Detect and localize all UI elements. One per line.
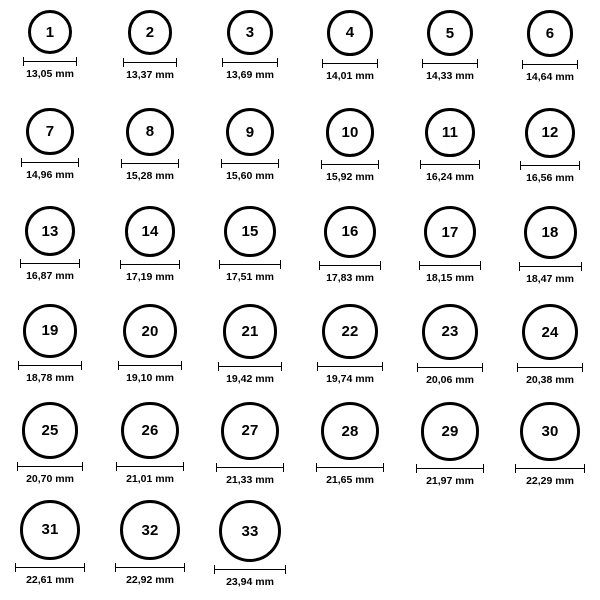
ring-size-cell xyxy=(400,398,500,496)
ring-circle xyxy=(324,206,376,258)
measure-bar xyxy=(20,259,80,268)
ring-size-cell xyxy=(100,104,200,202)
ring-size-label: 15 xyxy=(241,223,259,241)
measure-tick-left xyxy=(115,563,116,572)
ring-circle xyxy=(28,10,72,54)
measure-bar xyxy=(115,563,185,572)
ring-size-cell xyxy=(400,202,500,300)
ring-size-cell xyxy=(0,300,100,398)
ring-size-label: 18 xyxy=(541,224,559,241)
measure-tick-right xyxy=(577,60,578,69)
ring-circle xyxy=(525,108,575,158)
ring-size-cell xyxy=(300,104,400,202)
measure-tick-left xyxy=(417,363,418,372)
ring-size-label: 27 xyxy=(241,422,259,440)
measure-tick-right xyxy=(179,260,180,269)
measure-tick-left xyxy=(319,261,320,270)
measure-tick-left xyxy=(419,261,420,270)
measure-tick-right xyxy=(181,361,182,370)
measure-bar xyxy=(121,159,179,168)
ring-size-cell xyxy=(500,104,600,202)
measure-tick-right xyxy=(383,463,384,472)
measure-tick-right xyxy=(283,463,284,472)
measure-line xyxy=(20,263,80,264)
ring-size-label: 10 xyxy=(341,123,359,141)
measure-tick-left xyxy=(219,260,220,269)
measure-line xyxy=(222,62,277,63)
ring-size-label: 21 xyxy=(241,322,259,340)
diameter-label: 16,87 mm xyxy=(26,270,74,283)
measure-tick-left xyxy=(321,160,322,169)
measure-tick-right xyxy=(82,462,83,471)
measure-line xyxy=(322,63,378,64)
measure-tick-right xyxy=(76,57,77,66)
ring-size-cell xyxy=(400,6,500,104)
diameter-label: 21,33 mm xyxy=(226,473,274,486)
ring-circle xyxy=(23,304,77,358)
measure-line xyxy=(517,367,583,368)
ring-size-label: 2 xyxy=(145,23,155,41)
diameter-label: 14,96 mm xyxy=(26,169,74,182)
measure-bar xyxy=(15,563,85,572)
ring-circle xyxy=(522,304,578,360)
ring-size-cell xyxy=(200,300,300,398)
ring-size-cell xyxy=(0,398,100,496)
measure-bar xyxy=(123,58,178,67)
measure-tick-left xyxy=(120,260,121,269)
measure-line xyxy=(317,366,382,367)
measure-bar xyxy=(216,463,284,472)
ring-circle xyxy=(527,10,574,57)
measure-tick-left xyxy=(21,158,22,167)
measure-tick-left xyxy=(18,361,19,370)
ring-size-cell xyxy=(0,202,100,300)
measure-bar xyxy=(319,261,381,270)
diameter-label: 20,06 mm xyxy=(426,373,474,386)
ring-circle xyxy=(221,402,279,460)
measure-line xyxy=(316,467,384,468)
measure-bar xyxy=(417,363,483,372)
ring-size-label: 9 xyxy=(245,123,255,141)
ring-size-cell xyxy=(0,496,100,594)
measure-tick-right xyxy=(482,363,483,372)
measure-bar xyxy=(23,57,77,66)
diameter-label: 23,94 mm xyxy=(226,576,274,588)
measure-line xyxy=(319,265,381,266)
measure-bar xyxy=(522,60,579,69)
ring-size-label: 12 xyxy=(541,124,559,142)
ring-size-label: 32 xyxy=(141,521,159,539)
measure-tick-left xyxy=(17,462,18,471)
ring-circle xyxy=(226,108,274,156)
ring-size-label: 13 xyxy=(41,222,59,240)
measure-tick-right xyxy=(483,464,484,473)
ring-circle xyxy=(322,304,377,359)
measure-line xyxy=(18,365,82,366)
measure-bar xyxy=(17,462,84,471)
measure-tick-right xyxy=(579,161,580,170)
diameter-label: 19,10 mm xyxy=(126,372,174,384)
diameter-label: 15,28 mm xyxy=(126,169,174,182)
diameter-label: 16,24 mm xyxy=(426,171,474,184)
ring-size-cell xyxy=(200,202,300,300)
ring-size-label: 16 xyxy=(341,223,359,241)
ring-circle xyxy=(20,500,80,560)
measure-tick-left xyxy=(214,565,215,574)
measure-line xyxy=(522,64,579,65)
measure-line xyxy=(123,62,178,63)
measure-line xyxy=(116,466,183,467)
measure-tick-right xyxy=(382,362,383,371)
ring-size-cell xyxy=(400,300,500,398)
diameter-label: 17,51 mm xyxy=(226,271,274,284)
diameter-label: 17,19 mm xyxy=(126,270,174,283)
ring-circle xyxy=(524,206,577,259)
measure-tick-right xyxy=(380,261,381,270)
measure-bar xyxy=(520,161,580,170)
ring-size-cell xyxy=(500,300,600,398)
measure-line xyxy=(21,162,78,163)
measure-tick-right xyxy=(477,59,478,68)
ring-size-label: 14 xyxy=(141,222,159,240)
measure-tick-right xyxy=(78,158,79,167)
diameter-label: 18,15 mm xyxy=(426,272,474,285)
measure-tick-right xyxy=(184,563,185,572)
measure-line xyxy=(15,567,85,568)
measure-line xyxy=(417,367,483,368)
measure-tick-left xyxy=(20,259,21,268)
ring-size-label: 23 xyxy=(441,323,459,341)
measure-bar xyxy=(515,464,584,473)
ring-circle xyxy=(227,10,272,55)
measure-tick-left xyxy=(116,462,117,471)
measure-line xyxy=(115,567,185,568)
diameter-label: 21,97 mm xyxy=(426,474,474,487)
ring-size-label: 33 xyxy=(241,522,259,540)
measure-tick-right xyxy=(479,160,480,169)
diameter-label: 13,37 mm xyxy=(126,68,174,81)
diameter-label: 15,92 mm xyxy=(326,170,374,183)
ring-size-label: 17 xyxy=(441,223,459,241)
ring-circle xyxy=(422,304,478,360)
diameter-label: 13,69 mm xyxy=(226,69,274,82)
ring-size-label: 8 xyxy=(145,123,155,141)
measure-bar xyxy=(219,260,280,269)
diameter-label: 17,83 mm xyxy=(326,271,374,284)
measure-tick-left xyxy=(118,361,119,370)
measure-line xyxy=(121,163,179,164)
measure-line xyxy=(321,164,380,165)
measure-bar xyxy=(21,158,78,167)
ring-size-label: 19 xyxy=(41,322,59,340)
measure-bar xyxy=(118,361,182,370)
diameter-label: 22,61 mm xyxy=(26,573,74,586)
measure-tick-left xyxy=(222,58,223,67)
measure-tick-right xyxy=(277,58,278,67)
ring-circle xyxy=(223,304,278,359)
ring-size-label: 11 xyxy=(441,124,459,142)
measure-bar xyxy=(116,462,183,471)
ring-size-cell xyxy=(100,300,200,398)
measure-tick-right xyxy=(377,59,378,68)
ring-circle xyxy=(126,108,174,156)
measure-line xyxy=(214,569,286,570)
measure-bar xyxy=(317,362,382,371)
ring-circle xyxy=(219,500,281,562)
ring-size-label: 24 xyxy=(541,323,559,341)
ring-size-label: 22 xyxy=(341,323,359,341)
measure-line xyxy=(219,264,280,265)
ring-size-cell xyxy=(200,6,300,104)
ring-size-cell xyxy=(500,398,600,496)
ring-size-cell xyxy=(100,202,200,300)
measure-tick-left xyxy=(216,463,217,472)
measure-line xyxy=(519,266,582,267)
measure-tick-left xyxy=(123,58,124,67)
ring-circle xyxy=(327,10,373,56)
measure-bar xyxy=(519,262,582,271)
ring-size-label: 29 xyxy=(441,422,459,440)
ring-circle xyxy=(427,10,473,56)
ring-circle xyxy=(421,402,480,461)
measure-bar xyxy=(416,464,485,473)
measure-tick-right xyxy=(378,160,379,169)
measure-line xyxy=(221,163,279,164)
diameter-label: 14,64 mm xyxy=(526,70,574,83)
ring-circle xyxy=(22,402,79,459)
diameter-label: 22,92 mm xyxy=(126,574,174,587)
diameter-label: 18,47 mm xyxy=(526,273,574,285)
ring-circle xyxy=(424,206,476,258)
measure-tick-left xyxy=(416,464,417,473)
measure-tick-left xyxy=(218,362,219,371)
measure-tick-left xyxy=(15,563,16,572)
measure-tick-right xyxy=(285,565,286,574)
ring-circle xyxy=(25,206,75,256)
ring-size-cell xyxy=(200,398,300,496)
measure-bar xyxy=(214,565,286,574)
ring-size-label: 1 xyxy=(45,23,55,41)
ring-circle xyxy=(425,108,474,157)
ring-size-cell xyxy=(0,104,100,202)
measure-line xyxy=(17,466,84,467)
measure-bar xyxy=(120,260,181,269)
measure-bar xyxy=(321,160,380,169)
measure-tick-right xyxy=(480,261,481,270)
measure-tick-left xyxy=(322,59,323,68)
measure-tick-right xyxy=(84,563,85,572)
ring-size-cell xyxy=(300,6,400,104)
diameter-label: 13,05 mm xyxy=(26,68,74,80)
diameter-label: 20,70 mm xyxy=(26,472,74,485)
ring-circle xyxy=(120,500,180,560)
measure-bar xyxy=(222,58,277,67)
ring-size-cell xyxy=(100,398,200,496)
ring-size-cell xyxy=(300,202,400,300)
ring-circle xyxy=(326,108,375,157)
measure-tick-right xyxy=(79,259,80,268)
measure-tick-left xyxy=(517,363,518,372)
ring-circle xyxy=(520,402,579,461)
measure-tick-right xyxy=(183,462,184,471)
diameter-label: 21,65 mm xyxy=(326,474,374,487)
measure-tick-right xyxy=(81,361,82,370)
measure-tick-left xyxy=(515,464,516,473)
diameter-label: 18,78 mm xyxy=(26,371,74,384)
measure-line xyxy=(420,164,479,165)
ring-size-label: 30 xyxy=(541,423,559,441)
ring-size-label: 5 xyxy=(445,24,455,42)
measure-tick-left xyxy=(317,362,318,371)
ring-size-label: 31 xyxy=(41,521,59,539)
ring-size-label: 28 xyxy=(341,422,359,440)
diameter-label: 20,38 mm xyxy=(526,374,574,387)
diameter-label: 19,74 mm xyxy=(326,373,374,386)
measure-tick-left xyxy=(420,160,421,169)
diameter-label: 21,01 mm xyxy=(126,473,174,486)
ring-size-label: 4 xyxy=(345,24,355,42)
diameter-label: 15,60 mm xyxy=(226,170,274,183)
ring-size-cell xyxy=(500,202,600,300)
ring-circle xyxy=(321,402,379,460)
measure-bar xyxy=(517,363,583,372)
measure-bar xyxy=(18,361,82,370)
measure-line xyxy=(120,264,181,265)
ring-circle xyxy=(224,206,275,257)
ring-size-cell xyxy=(300,398,400,496)
ring-circle xyxy=(123,304,177,358)
ring-size-label: 20 xyxy=(141,322,159,340)
measure-line xyxy=(216,467,284,468)
measure-tick-right xyxy=(278,159,279,168)
ring-size-cell xyxy=(200,104,300,202)
measure-line xyxy=(419,265,481,266)
ring-size-cell xyxy=(0,6,100,104)
measure-tick-right xyxy=(582,363,583,372)
diameter-label: 22,29 mm xyxy=(526,475,574,488)
measure-bar xyxy=(422,59,478,68)
ring-size-label: 3 xyxy=(245,24,255,42)
measure-tick-left xyxy=(121,159,122,168)
measure-tick-right xyxy=(176,58,177,67)
ring-circle xyxy=(26,108,73,155)
ring-size-label: 26 xyxy=(141,422,159,440)
measure-tick-left xyxy=(520,161,521,170)
measure-tick-right xyxy=(281,362,282,371)
measure-line xyxy=(23,61,77,62)
ring-size-cell xyxy=(500,6,600,104)
ring-size-cell xyxy=(200,496,300,594)
measure-line xyxy=(218,366,283,367)
ring-size-cell xyxy=(300,300,400,398)
ring-size-label: 25 xyxy=(41,421,59,439)
measure-tick-left xyxy=(519,262,520,271)
measure-line xyxy=(520,165,580,166)
ring-size-label: 6 xyxy=(545,24,555,42)
measure-line xyxy=(118,365,182,366)
measure-bar xyxy=(419,261,481,270)
measure-tick-left xyxy=(316,463,317,472)
measure-line xyxy=(422,63,478,64)
diameter-label: 16,56 mm xyxy=(526,171,574,184)
ring-circle xyxy=(128,10,173,55)
measure-bar xyxy=(322,59,378,68)
measure-tick-right xyxy=(581,262,582,271)
measure-tick-left xyxy=(422,59,423,68)
measure-tick-left xyxy=(522,60,523,69)
diameter-label: 19,42 mm xyxy=(226,372,274,385)
measure-bar xyxy=(420,160,479,169)
ring-size-cell xyxy=(400,104,500,202)
diameter-label: 14,33 mm xyxy=(426,70,474,83)
measure-line xyxy=(515,468,584,469)
measure-bar xyxy=(218,362,283,371)
ring-circle xyxy=(121,402,178,459)
ring-size-cell xyxy=(100,6,200,104)
measure-bar xyxy=(316,463,384,472)
measure-tick-right xyxy=(584,464,585,473)
diameter-label: 14,01 mm xyxy=(326,69,374,82)
measure-tick-left xyxy=(221,159,222,168)
measure-tick-left xyxy=(23,57,24,66)
measure-tick-right xyxy=(280,260,281,269)
measure-bar xyxy=(221,159,279,168)
ring-size-cell xyxy=(100,496,200,594)
ring-size-label: 7 xyxy=(45,123,55,141)
measure-tick-right xyxy=(178,159,179,168)
measure-line xyxy=(416,468,485,469)
ring-circle xyxy=(125,206,176,257)
